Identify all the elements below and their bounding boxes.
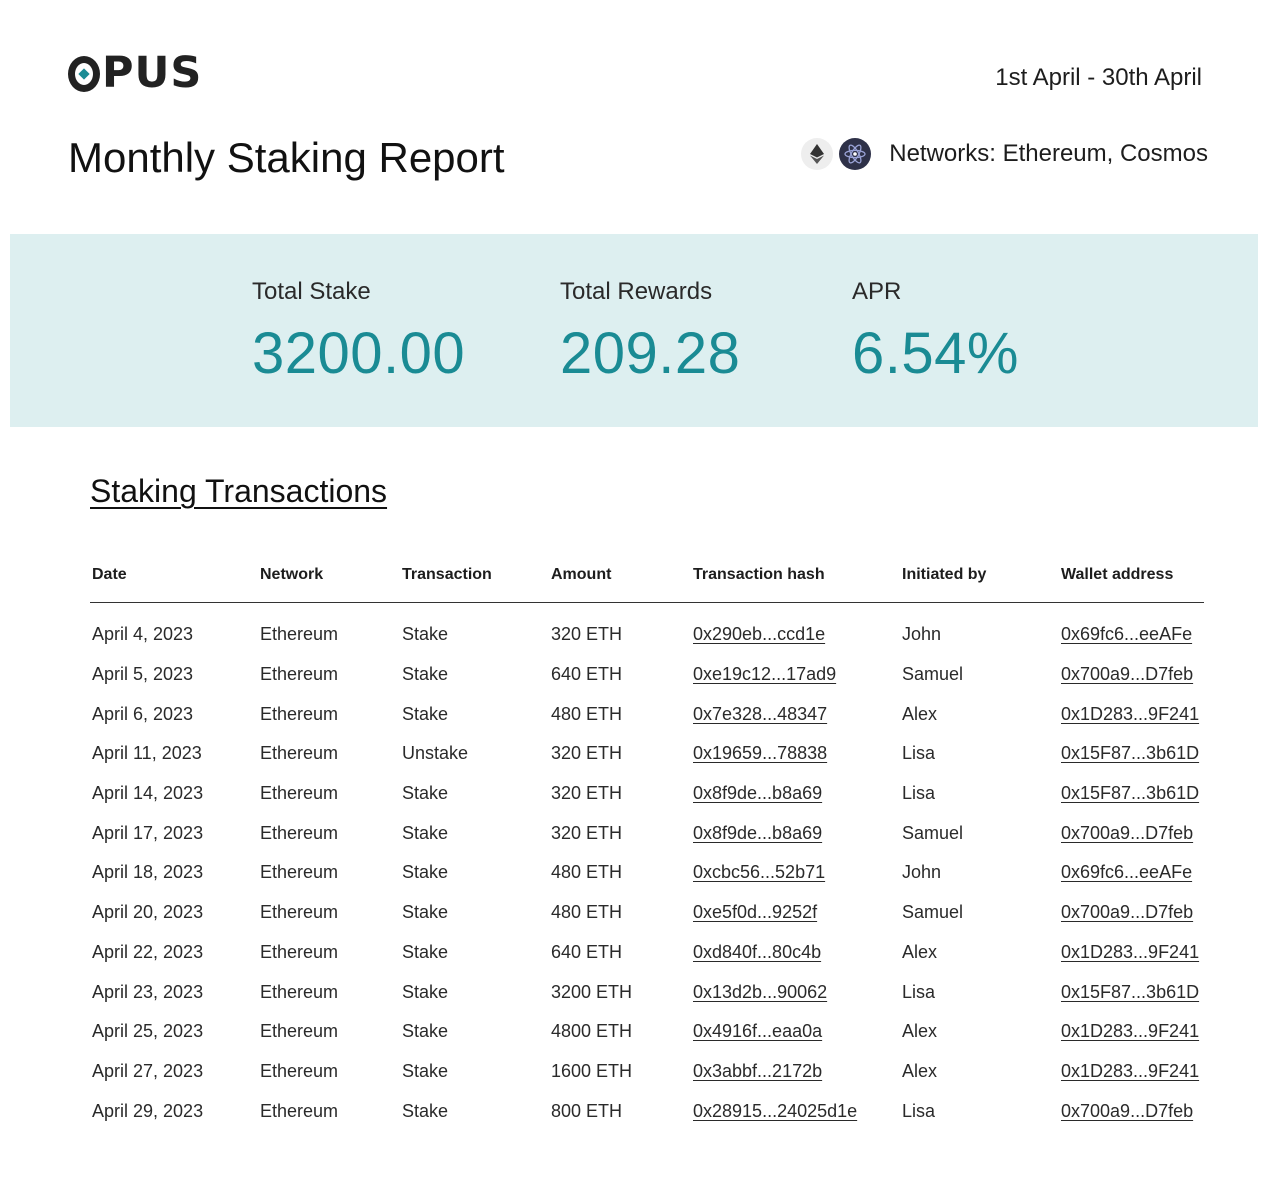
transaction-type-cell: Stake [402,1100,449,1121]
amount-cell: 320 ETH [551,624,623,645]
transaction-hash-link[interactable]: 0xd840f...80c4b [693,941,822,962]
wallet-address-cell [1059,1012,1204,1052]
transaction-type-cell: Stake [402,664,449,685]
column-header-transaction-hash: Transaction hash [691,566,900,603]
wallet-address-cell [1059,655,1204,695]
transaction-hash-link[interactable]: 0x19659...78838 [693,743,828,764]
amount-cell: 320 ETH [551,743,623,764]
wallet-address-link[interactable]: 0x15F87...3b61D [1061,743,1200,764]
total-stake-stat [252,278,465,387]
transaction-type-cell: Stake [402,1021,449,1042]
initiated-by-cell: Samuel [902,902,964,923]
column-header-date: Date [90,566,258,603]
initiated-by-cell: Alex [902,1060,938,1081]
transaction-hash-link[interactable]: 0x8f9de...b8a69 [693,822,823,843]
column-header-transaction: Transaction [400,566,549,603]
apr-label: APR [852,278,902,305]
table-row [90,774,1204,814]
transaction-hash-cell [691,603,900,655]
table-header-row [90,566,1204,603]
amount-cell: 640 ETH [551,664,623,685]
transaction-hash-link[interactable]: 0x28915...24025d1e [693,1100,858,1121]
initiated-by-cell: Samuel [902,822,964,843]
wallet-address-cell [1059,893,1204,933]
total-rewards-stat [560,278,740,387]
transaction-hash-cell [691,813,900,853]
networks-indicator [801,138,1208,170]
cosmos-icon [839,138,871,170]
transaction-hash-cell [691,853,900,893]
transaction-hash-link[interactable]: 0x8f9de...b8a69 [693,783,823,804]
transaction-hash-link[interactable]: 0xe19c12...17ad9 [693,664,837,685]
transaction-hash-link[interactable]: 0x3abbf...2172b [693,1060,823,1081]
summary-panel [10,234,1258,427]
column-header-network: Network [258,566,400,603]
transaction-hash-cell [691,694,900,734]
date-cell: April 29, 2023 [92,1100,204,1121]
apr-stat [852,278,1019,387]
ethereum-icon [801,138,833,170]
wallet-address-cell [1059,813,1204,853]
wallet-address-cell [1059,774,1204,814]
wallet-address-cell [1059,734,1204,774]
apr-value: 6.54% [852,321,1019,386]
transactions-table [90,566,1204,1131]
initiated-by-cell: Lisa [902,783,936,804]
wallet-address-link[interactable]: 0x69fc6...eeAFe [1061,862,1193,883]
column-header-amount: Amount [549,566,691,603]
total-stake-label: Total Stake [252,278,371,305]
network-cell: Ethereum [260,1021,339,1042]
transaction-hash-link[interactable]: 0x7e328...48347 [693,703,828,724]
date-cell: April 5, 2023 [92,664,194,685]
network-cell: Ethereum [260,624,339,645]
column-header-wallet-address: Wallet address [1059,566,1204,603]
transaction-hash-cell [691,1091,900,1131]
transaction-type-cell: Stake [402,703,449,724]
transaction-hash-cell [691,972,900,1012]
network-cell: Ethereum [260,664,339,685]
initiated-by-cell: Samuel [902,664,964,685]
initiated-by-cell: Lisa [902,743,936,764]
date-cell: April 11, 2023 [92,743,202,764]
total-rewards-label: Total Rewards [560,278,713,305]
transaction-type-cell: Stake [402,902,449,923]
wallet-address-cell [1059,1052,1204,1092]
transaction-hash-link[interactable]: 0xcbc56...52b71 [693,862,826,883]
amount-cell: 480 ETH [551,862,623,883]
amount-cell: 4800 ETH [551,1021,633,1042]
amount-cell: 800 ETH [551,1100,623,1121]
initiated-by-cell: Lisa [902,981,936,1002]
network-cell: Ethereum [260,783,339,804]
wallet-address-link[interactable]: 0x1D283...9F241 [1061,941,1200,962]
wallet-address-cell [1059,694,1204,734]
total-rewards-value: 209.28 [560,321,741,386]
initiated-by-cell: Alex [902,1021,938,1042]
network-cell: Ethereum [260,862,339,883]
network-cell: Ethereum [260,743,339,764]
transaction-type-cell: Stake [402,1060,449,1081]
wallet-address-link[interactable]: 0x700a9...D7feb [1061,664,1194,685]
transaction-hash-cell [691,734,900,774]
network-cell: Ethereum [260,981,339,1002]
wallet-address-cell [1059,853,1204,893]
wallet-address-link[interactable]: 0x700a9...D7feb [1061,1100,1194,1121]
transaction-type-cell: Stake [402,783,449,804]
transactions-table-body [90,603,1204,1131]
transaction-type-cell: Stake [402,862,449,883]
amount-cell: 3200 ETH [551,981,633,1002]
transaction-hash-cell [691,1052,900,1092]
transaction-hash-link[interactable]: 0x290eb...ccd1e [693,624,826,645]
network-cell: Ethereum [260,822,339,843]
date-cell: April 4, 2023 [92,624,194,645]
wallet-address-link[interactable]: 0x15F87...3b61D [1061,783,1200,804]
table-row [90,655,1204,695]
table-row [90,893,1204,933]
logo-text: PUS [102,48,203,98]
initiated-by-cell: Alex [902,941,938,962]
wallet-address-link[interactable]: 0x700a9...D7feb [1061,902,1194,923]
initiated-by-cell: John [902,862,942,883]
table-row [90,734,1204,774]
transaction-type-cell: Unstake [402,743,469,764]
amount-cell: 320 ETH [551,822,623,843]
date-cell: April 17, 2023 [92,822,204,843]
table-row [90,603,1204,655]
wallet-address-link[interactable]: 0x1D283...9F241 [1061,703,1200,724]
table-row [90,1052,1204,1092]
transaction-type-cell: Stake [402,941,449,962]
date-cell: April 14, 2023 [92,783,204,804]
wallet-address-cell [1059,933,1204,973]
section-title-staking-transactions: Staking Transactions [90,473,388,509]
networks-label: Networks: Ethereum, Cosmos [889,140,1208,167]
transaction-hash-link[interactable]: 0x4916f...eaa0a [693,1021,823,1042]
total-stake-value: 3200.00 [252,321,466,386]
date-cell: April 18, 2023 [92,862,204,883]
date-cell: April 20, 2023 [92,902,204,923]
transaction-hash-cell [691,1012,900,1052]
transaction-hash-link[interactable]: 0xe5f0d...9252f [693,902,818,923]
wallet-address-cell [1059,972,1204,1012]
report-date-range: 1st April - 30th April [995,64,1202,91]
logo-o-mark-icon [68,56,100,92]
date-cell: April 22, 2023 [92,941,204,962]
table-row [90,813,1204,853]
page-title: Monthly Staking Report [68,134,505,181]
table-row [90,933,1204,973]
table-row [90,1091,1204,1131]
table-row [90,972,1204,1012]
transaction-hash-cell [691,933,900,973]
column-header-initiated-by: Initiated by [900,566,1059,603]
amount-cell: 640 ETH [551,941,623,962]
table-row [90,694,1204,734]
date-cell: April 25, 2023 [92,1021,204,1042]
transaction-hash-cell [691,774,900,814]
initiated-by-cell: John [902,624,942,645]
network-cell: Ethereum [260,902,339,923]
transaction-hash-link[interactable]: 0x13d2b...90062 [693,981,828,1002]
transaction-type-cell: Stake [402,822,449,843]
wallet-address-link[interactable]: 0x1D283...9F241 [1061,1060,1200,1081]
transaction-type-cell: Stake [402,981,449,1002]
amount-cell: 1600 ETH [551,1060,633,1081]
table-row [90,1012,1204,1052]
wallet-address-link[interactable]: 0x69fc6...eeAFe [1061,624,1193,645]
initiated-by-cell: Alex [902,703,938,724]
wallet-address-cell [1059,1091,1204,1131]
amount-cell: 480 ETH [551,902,623,923]
network-cell: Ethereum [260,1100,339,1121]
opus-logo [68,48,203,98]
initiated-by-cell: Lisa [902,1100,936,1121]
date-cell: April 27, 2023 [92,1060,204,1081]
network-cell: Ethereum [260,1060,339,1081]
date-cell: April 23, 2023 [92,981,204,1002]
wallet-address-link[interactable]: 0x700a9...D7feb [1061,822,1194,843]
amount-cell: 480 ETH [551,703,623,724]
transaction-type-cell: Stake [402,624,449,645]
wallet-address-cell [1059,603,1204,655]
transaction-hash-cell [691,655,900,695]
transaction-hash-cell [691,893,900,933]
date-cell: April 6, 2023 [92,703,194,724]
network-cell: Ethereum [260,703,339,724]
wallet-address-link[interactable]: 0x15F87...3b61D [1061,981,1200,1002]
wallet-address-link[interactable]: 0x1D283...9F241 [1061,1021,1200,1042]
network-cell: Ethereum [260,941,339,962]
table-row [90,853,1204,893]
amount-cell: 320 ETH [551,783,623,804]
